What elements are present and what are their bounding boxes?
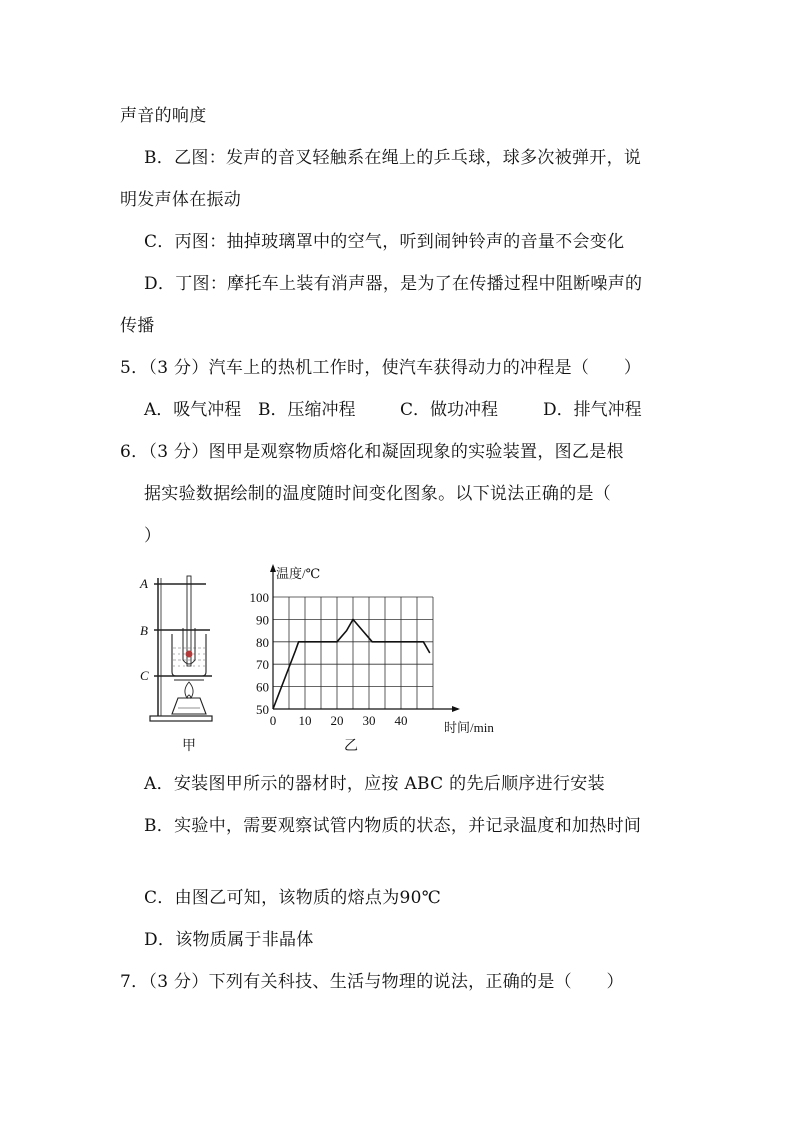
question-5-option-d: D．排气冲程 (543, 400, 642, 420)
apparatus-figure (132, 568, 222, 758)
question-6-stem: 6．（3 分）图甲是观察物质熔化和凝固现象的实验装置，图乙是根 (120, 442, 624, 462)
label-b: B (140, 623, 148, 638)
option-c-q4: C．丙图：抽掉玻璃罩中的空气，听到闹钟铃声的音量不会变化 (144, 232, 625, 252)
question-6-stem: 据实验数据绘制的温度随时间变化图象。以下说法正确的是（ (144, 484, 612, 504)
question-6-option-c: C．由图乙可知，该物质的熔点为90℃ (144, 888, 442, 908)
text-line: 传播 (120, 316, 155, 336)
y-tick-label: 90 (256, 612, 269, 628)
option-d-q4: D．丁图：摩托车上装有消声器，是为了在传播过程中阻断噪声的 (144, 274, 643, 294)
y-tick-label: 60 (256, 679, 269, 695)
question-6-option-b: B．实验中，需要观察试管内物质的状态，并记录温度和加热时间 (144, 816, 642, 836)
x-tick-label: 40 (394, 713, 408, 728)
x-tick-label: 10 (298, 713, 312, 728)
x-tick-label: 20 (330, 713, 344, 728)
chart-grid (273, 597, 433, 709)
y-tick-label: 50 (256, 702, 269, 717)
chart-x-label: 时间/min (444, 720, 494, 735)
temperature-time-chart (240, 560, 510, 760)
figure-jia-caption: 甲 (182, 739, 196, 754)
question-5-option-b: B．压缩冲程 (258, 400, 356, 420)
text-line: 声音的响度 (120, 106, 207, 126)
question-5-option-a: A．吸气冲程 (144, 400, 242, 420)
chart-axes (270, 564, 460, 712)
question-5-option-c: C．做功冲程 (400, 400, 499, 420)
question-6-option-d: D．该物质属于非晶体 (144, 930, 314, 950)
chart-y-label: 温度/℃ (276, 566, 321, 581)
label-c: C (140, 668, 149, 683)
x-tick-label: 30 (362, 713, 376, 728)
y-tick-label: 100 (249, 590, 269, 605)
option-b-q4: B．乙图：发声的音叉轻触系在绳上的乒乓球，球多次被弹开，说 (144, 148, 642, 168)
text-line: 明发声体在振动 (120, 190, 242, 210)
question-7-stem: 7．（3 分）下列有关科技、生活与物理的说法，正确的是（ ） (120, 972, 624, 992)
x-tick-label: 0 (269, 713, 277, 728)
question-6-option-a: A．安装图甲所示的器材时，应按 ABC 的先后顺序进行安装 (144, 774, 605, 794)
y-tick-label: 70 (256, 657, 269, 673)
y-tick-label: 80 (256, 634, 269, 650)
question-5-stem: 5．（3 分）汽车上的热机工作时，使汽车获得动力的冲程是（ ） (120, 358, 642, 378)
chart-caption: 乙 (344, 739, 358, 754)
label-a: A (140, 576, 148, 591)
question-6-stem: ） (144, 526, 162, 546)
x-axis-arrow (452, 706, 460, 712)
